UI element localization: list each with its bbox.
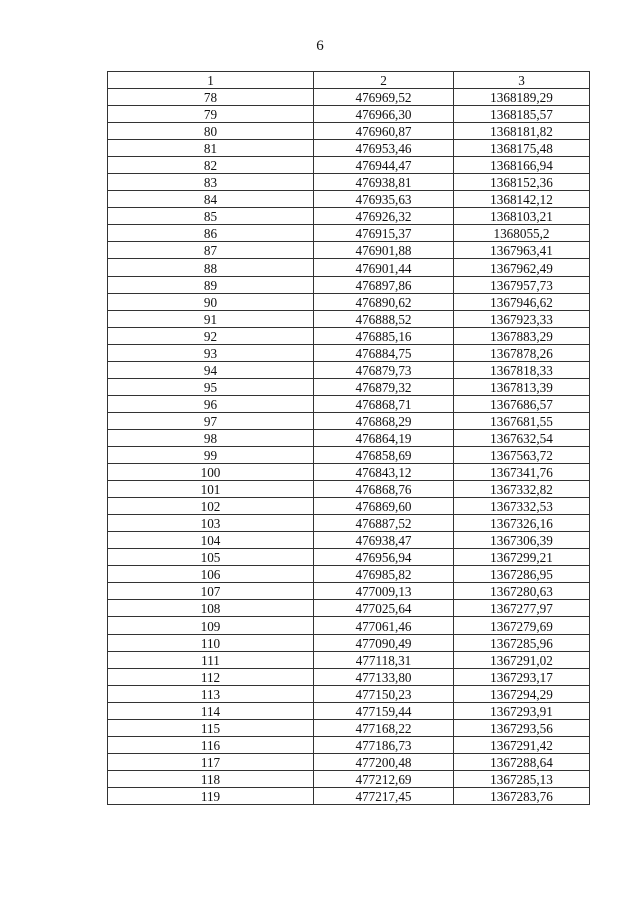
y-coordinate-cell: 1368142,12 [454,191,590,208]
column-header-point-number: 1 [108,72,314,89]
table-row [108,429,590,446]
y-coordinate-cell: 1367286,95 [454,566,590,583]
column-header-x-coordinate: 2 [314,72,454,89]
y-coordinate-cell: 1367957,73 [454,276,590,293]
table-row [108,515,590,532]
x-coordinate-cell: 476868,76 [314,481,454,498]
point-number-cell: 100 [108,464,314,481]
table-row [108,719,590,736]
point-number-cell: 95 [108,378,314,395]
point-number-cell: 117 [108,753,314,770]
y-coordinate-cell: 1367285,13 [454,770,590,787]
x-coordinate-cell: 477009,13 [314,583,454,600]
y-coordinate-cell: 1367280,63 [454,583,590,600]
table-row [108,293,590,310]
point-number-cell: 78 [108,89,314,106]
point-number-cell: 97 [108,412,314,429]
x-coordinate-cell: 477159,44 [314,702,454,719]
x-coordinate-cell: 476966,30 [314,106,454,123]
x-coordinate-cell: 476897,86 [314,276,454,293]
y-coordinate-cell: 1367962,49 [454,259,590,276]
point-number-cell: 94 [108,361,314,378]
table-row [108,310,590,327]
x-coordinate-cell: 477025,64 [314,600,454,617]
y-coordinate-cell: 1368055,2 [454,225,590,242]
point-number-cell: 87 [108,242,314,259]
table-row [108,634,590,651]
table-row [108,770,590,787]
page-number: 6 [316,38,324,54]
table-row [108,566,590,583]
point-number-cell: 114 [108,702,314,719]
y-coordinate-cell: 1367341,76 [454,464,590,481]
point-number-cell: 82 [108,157,314,174]
y-coordinate-cell: 1367294,29 [454,685,590,702]
x-coordinate-cell: 477217,45 [314,787,454,804]
coordinates-table [107,71,590,805]
y-coordinate-cell: 1367283,76 [454,787,590,804]
table-header [108,72,590,89]
point-number-cell: 106 [108,566,314,583]
point-number-cell: 101 [108,481,314,498]
table-row [108,464,590,481]
x-coordinate-cell: 476890,62 [314,293,454,310]
table-row [108,225,590,242]
x-coordinate-cell: 476956,94 [314,549,454,566]
y-coordinate-cell: 1368152,36 [454,174,590,191]
y-coordinate-cell: 1367291,02 [454,651,590,668]
table-row [108,702,590,719]
x-coordinate-cell: 477186,73 [314,736,454,753]
point-number-cell: 118 [108,770,314,787]
table-row [108,446,590,463]
table-row [108,89,590,106]
point-number-cell: 92 [108,327,314,344]
table-row [108,378,590,395]
table-row [108,498,590,515]
point-number-cell: 96 [108,395,314,412]
y-coordinate-cell: 1367277,97 [454,600,590,617]
table-row [108,651,590,668]
point-number-cell: 104 [108,532,314,549]
x-coordinate-cell: 476969,52 [314,89,454,106]
point-number-cell: 83 [108,174,314,191]
x-coordinate-cell: 476879,73 [314,361,454,378]
table-row [108,344,590,361]
y-coordinate-cell: 1367681,55 [454,412,590,429]
x-coordinate-cell: 477200,48 [314,753,454,770]
y-coordinate-cell: 1367883,29 [454,327,590,344]
x-coordinate-cell: 477150,23 [314,685,454,702]
x-coordinate-cell: 476938,81 [314,174,454,191]
point-number-cell: 107 [108,583,314,600]
point-number-cell: 85 [108,208,314,225]
x-coordinate-cell: 476879,32 [314,378,454,395]
y-coordinate-cell: 1367326,16 [454,515,590,532]
point-number-cell: 86 [108,225,314,242]
y-coordinate-cell: 1367878,26 [454,344,590,361]
x-coordinate-cell: 476953,46 [314,140,454,157]
x-coordinate-cell: 477133,80 [314,668,454,685]
y-coordinate-cell: 1367285,96 [454,634,590,651]
table-row [108,532,590,549]
x-coordinate-cell: 476985,82 [314,566,454,583]
y-coordinate-cell: 1367293,56 [454,719,590,736]
y-coordinate-cell: 1367279,69 [454,617,590,634]
point-number-cell: 81 [108,140,314,157]
y-coordinate-cell: 1368185,57 [454,106,590,123]
x-coordinate-cell: 476944,47 [314,157,454,174]
y-coordinate-cell: 1368175,48 [454,140,590,157]
point-number-cell: 112 [108,668,314,685]
table-row [108,191,590,208]
point-number-cell: 102 [108,498,314,515]
point-number-cell: 93 [108,344,314,361]
table-row [108,481,590,498]
table-row [108,123,590,140]
table-body [108,89,590,805]
y-coordinate-cell: 1367818,33 [454,361,590,378]
point-number-cell: 113 [108,685,314,702]
y-coordinate-cell: 1367963,41 [454,242,590,259]
point-number-cell: 89 [108,276,314,293]
y-coordinate-cell: 1367923,33 [454,310,590,327]
x-coordinate-cell: 476887,52 [314,515,454,532]
point-number-cell: 99 [108,446,314,463]
point-number-cell: 108 [108,600,314,617]
y-coordinate-cell: 1368166,94 [454,157,590,174]
x-coordinate-cell: 476888,52 [314,310,454,327]
table-row [108,174,590,191]
table-row [108,276,590,293]
point-number-cell: 116 [108,736,314,753]
point-number-cell: 84 [108,191,314,208]
x-coordinate-cell: 477090,49 [314,634,454,651]
table-row [108,395,590,412]
y-coordinate-cell: 1367332,53 [454,498,590,515]
x-coordinate-cell: 477168,22 [314,719,454,736]
y-coordinate-cell: 1367946,62 [454,293,590,310]
table-row [108,685,590,702]
x-coordinate-cell: 476901,44 [314,259,454,276]
point-number-cell: 79 [108,106,314,123]
y-coordinate-cell: 1367291,42 [454,736,590,753]
x-coordinate-cell: 476885,16 [314,327,454,344]
point-number-cell: 115 [108,719,314,736]
point-number-cell: 98 [108,429,314,446]
x-coordinate-cell: 476858,69 [314,446,454,463]
header-row [108,72,590,89]
x-coordinate-cell: 476868,71 [314,395,454,412]
x-coordinate-cell: 476935,63 [314,191,454,208]
column-header-y-coordinate: 3 [454,72,590,89]
y-coordinate-cell: 1367299,21 [454,549,590,566]
x-coordinate-cell: 477061,46 [314,617,454,634]
y-coordinate-cell: 1367288,64 [454,753,590,770]
y-coordinate-cell: 1367563,72 [454,446,590,463]
table-row [108,736,590,753]
table-row [108,361,590,378]
table-row [108,549,590,566]
point-number-cell: 80 [108,123,314,140]
point-number-cell: 119 [108,787,314,804]
y-coordinate-cell: 1368103,21 [454,208,590,225]
y-coordinate-cell: 1367293,91 [454,702,590,719]
table-row [108,106,590,123]
table-row [108,157,590,174]
y-coordinate-cell: 1367632,54 [454,429,590,446]
x-coordinate-cell: 477212,69 [314,770,454,787]
point-number-cell: 110 [108,634,314,651]
x-coordinate-cell: 476901,88 [314,242,454,259]
table-row [108,753,590,770]
x-coordinate-cell: 476960,87 [314,123,454,140]
table-row [108,242,590,259]
y-coordinate-cell: 1367813,39 [454,378,590,395]
table-row [108,668,590,685]
y-coordinate-cell: 1368181,82 [454,123,590,140]
x-coordinate-cell: 476868,29 [314,412,454,429]
x-coordinate-cell: 476869,60 [314,498,454,515]
y-coordinate-cell: 1367332,82 [454,481,590,498]
x-coordinate-cell: 477118,31 [314,651,454,668]
table-row [108,787,590,804]
x-coordinate-cell: 476938,47 [314,532,454,549]
x-coordinate-cell: 476843,12 [314,464,454,481]
point-number-cell: 109 [108,617,314,634]
x-coordinate-cell: 476915,37 [314,225,454,242]
y-coordinate-cell: 1367293,17 [454,668,590,685]
point-number-cell: 105 [108,549,314,566]
table-row [108,600,590,617]
table-row [108,208,590,225]
table-row [108,327,590,344]
y-coordinate-cell: 1368189,29 [454,89,590,106]
table-row [108,140,590,157]
x-coordinate-cell: 476884,75 [314,344,454,361]
table-row [108,412,590,429]
point-number-cell: 91 [108,310,314,327]
y-coordinate-cell: 1367686,57 [454,395,590,412]
x-coordinate-cell: 476926,32 [314,208,454,225]
point-number-cell: 111 [108,651,314,668]
point-number-cell: 103 [108,515,314,532]
table-row [108,259,590,276]
x-coordinate-cell: 476864,19 [314,429,454,446]
y-coordinate-cell: 1367306,39 [454,532,590,549]
table-row [108,583,590,600]
point-number-cell: 90 [108,293,314,310]
table-row [108,617,590,634]
point-number-cell: 88 [108,259,314,276]
